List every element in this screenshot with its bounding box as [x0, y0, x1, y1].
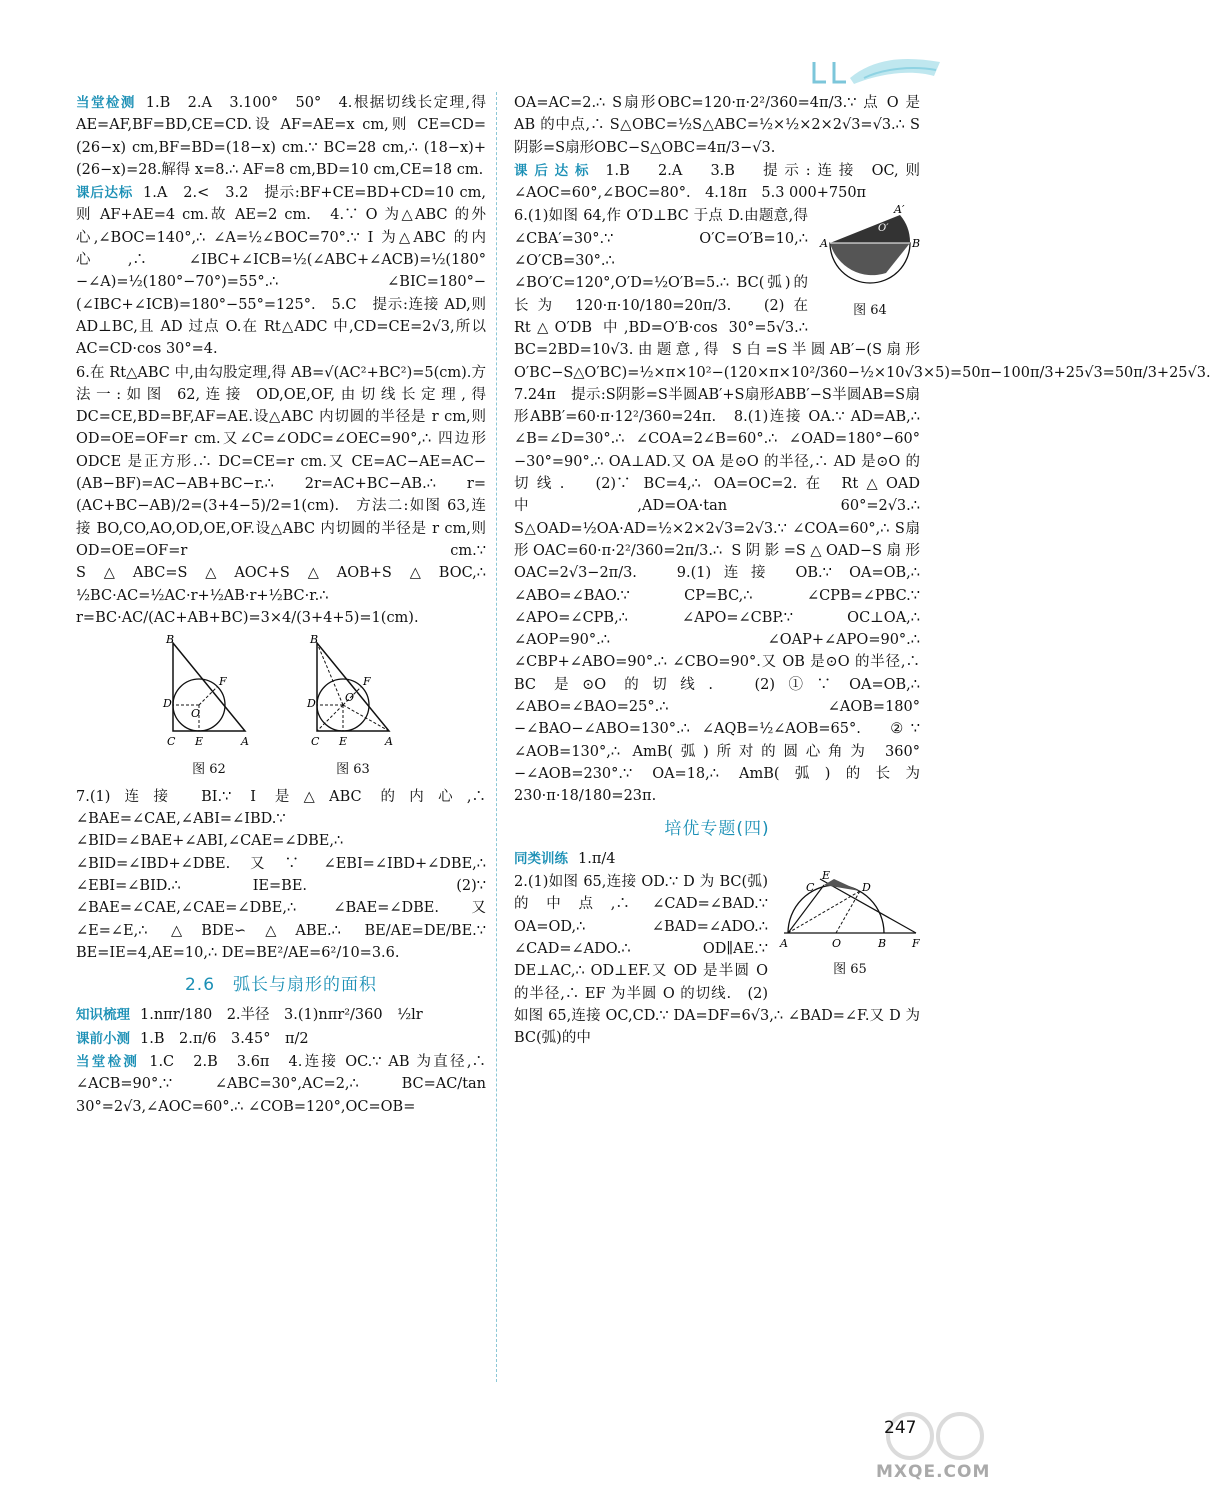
paragraph-1 — [76, 92, 486, 181]
svg-text:B: B — [912, 237, 921, 251]
section-label: 课后达标 — [514, 162, 596, 179]
paragraph-r4: 2.(1)如图 65,连接 OD.∵ D 为 BC(弧)的中点,∴ ∠CAD=∠BAD.∵ OA=OD,∴ ∠BAD=∠ADO.∴ ∠CAD=∠ADO.∴ OD∥AE.∵ DE⊥AC,∴ OD⊥EF.又 OD 是半圆 O 的半径,∴ EF 为半圆 O 的切线. (2)如图 65,连接 OC,CD.∵ DA=DF=6√3,∴ ∠BAD=∠F.又 D 为 BC(弧)的中 — [514, 874, 920, 1047]
figure-65-caption: 图 65 — [833, 962, 867, 978]
figure-64-diagram — [820, 205, 920, 291]
figure-63-caption: 图 63 — [336, 762, 370, 778]
svg-text:C: C — [167, 735, 176, 749]
answer-text: 1.nπr/180 2.半径 3.(1)nπr²/360 ½lr — [140, 1007, 423, 1024]
section-label: 知识梳理 — [76, 1007, 130, 1024]
svg-text:C: C — [806, 881, 815, 895]
section-label: 课前小测 — [76, 1030, 130, 1047]
left-column — [76, 92, 486, 1119]
answer-text: 1.A 2.< 3.2 提示:BF+CE=BD+CD=10 cm,则 AF+AE=4 cm.故 AE=2 cm. 4.∵ O 为△ABC 的外心,∠BOC=140°,∴ ∠A=½∠BOC=70°.∵ I 为△ABC 的内心,∴ ∠IBC+∠ICB=½(∠ABC+∠ACB)=½(180°−∠A)=½(180°−70°)=55°.∴ ∠BIC=180°−(∠IBC+∠ICB)=180°−55°=125°. 5.C 提示:连接 AD,则 AD⊥BC,且 AD 过点 O.在 Rt△ADC 中,CD=CE=2√3,所以 AC=CD·cos 30°=4. — [76, 185, 486, 358]
svg-text:F: F — [219, 675, 227, 689]
figure-64 — [820, 205, 920, 322]
header-decoration — [804, 48, 944, 94]
svg-text:C: C — [311, 735, 320, 749]
svg-text:D: D — [307, 697, 316, 711]
paragraph-3: 6.在 Rt△ABC 中,由勾股定理,得 AB=√(AC²+BC²)=5(cm).方法一:如图 62,连接 OD,OE,OF,由切线长定理,得 DC=CE,BD=BF,AF=AE.设△ABC 内切圆的半径是 r cm,则 OD=OE=OF=r cm.又∠C=∠ODC=∠OEC=90°,∴ 四边形 ODCE 是正方形.∴ DC=CE=r cm.又 CE=AC−AE=AC−(AB−BF)=AC−AB+BC−r.∴ 2r=AC+BC−AB.∴ r=(AC+BC−AB)/2=(3+4−5)/2=1(cm). 方法二:如图 63,连接 BO,CO,AO,OD,OE,OF.设△ABC 内切圆的半径是 r cm,则 OD=OE=OF=r cm.∵ S△ABC=S△AOC+S△AOB+S△BOC,∴ ½BC·AC=½AC·r+½AB·r+½BC·r.∴ r=BC·AC/(AC+AB+BC)=3×4/(3+4+5)=1(cm). — [76, 364, 486, 626]
svg-text:O: O — [832, 937, 842, 951]
svg-text:E: E — [195, 735, 204, 749]
section-label: 当堂检测 — [76, 95, 136, 111]
svg-text:F: F — [912, 937, 920, 951]
figure-62-caption: 图 62 — [192, 762, 226, 778]
page-number: 247 — [884, 1418, 917, 1438]
svg-text:F: F — [363, 675, 371, 689]
watermark-text: MXQE.COM — [876, 1462, 991, 1482]
figure-62 — [163, 635, 255, 782]
figure-63 — [307, 635, 399, 782]
figure-65 — [780, 871, 920, 982]
section-title: 2.6 弧长与扇形的面积 — [184, 975, 378, 996]
in-class-test — [76, 1051, 486, 1118]
figure-64-caption: 图 64 — [853, 302, 887, 318]
svg-text:D: D — [163, 697, 172, 711]
answer-text: 1.C 2.B 3.6π 4.连接 OC.∵ AB 为直径,∴ ∠ACB=90°.∵ ∠ABC=30°,AC=2,∴ BC=AC/tan 30°=2√3,∠AOC=60°.∴ ∠COB=120°,OC=OB= — [76, 1053, 486, 1115]
figure-65-diagram — [780, 871, 920, 951]
svg-text:A: A — [241, 735, 249, 749]
similar-training — [514, 848, 920, 870]
figure-62-diagram — [163, 635, 255, 751]
svg-text:E: E — [822, 869, 831, 883]
paragraph-4: 7.(1)连接 BI.∵ I 是△ABC 的内心,∴ ∠BAE=∠CAE,∠ABI=∠IBD.∵ ∠BID=∠BAE+∠ABI,∠CAE=∠DBE,∴ ∠BID=∠IBD+∠DBE.又∵ ∠EBI=∠IBD+∠DBE,∴ ∠EBI=∠BID.∴ IE=BE. (2)∵ ∠BAE=∠CAE,∠CAE=∠DBE,∴ ∠BAE=∠DBE.又∠E=∠E,∴ △BDE∽△ABE.∴ BE/AE=DE/BE.∵ BE=IE=4,AE=10,∴ DE=BE²/AE=6²/10=3.6. — [76, 788, 486, 961]
svg-text:A: A — [780, 937, 788, 951]
answer-text: 1.B 2.A 3.100° 50° 4.根据切线长定理,得 AE=AF,BF=BD,CE=CD.设 AF=AE=x cm,则 CE=CD=(26−x) cm,BF=BD=(18−x) cm.∵ BC=28 cm,∴ (18−x)+(26−x)=28.解得 x=8.∴ AF=8 cm,BD=10 cm,CE=18 cm. — [76, 95, 487, 178]
column-divider — [496, 92, 497, 1382]
knowledge-summary — [76, 1004, 486, 1026]
paragraph-2 — [76, 182, 486, 360]
paragraph-r3: 6.(1)如图 64,作 O′D⊥BC 于点 D.由题意,得∠CBA′=30°.∵ O′C=O′B=10,∴ ∠O′CB=30°.∴ ∠BO′C=120°,O′D=½O′B=5.∴ BC(弧)的长为 120·π·10/180=20π/3. (2)在 Rt△O′DB 中,BD=O′B·cos 30°=5√3.∴ BC=2BD=10√3.由题意,得 S白=S半圆AB′−(S扇形O′BC−S△O′BC)=½×π×10²−(120×π×10²/360−½×10√3×5)=50π−100π/3+25√3=50π/3+25√3. 7.24π 提示:S阴影=S半圆AB′+S扇形ABB′−S半圆AB=S扇形ABB′=60·π·12²/360=24π. 8.(1)连接 OA.∵ AD=AB,∴ ∠B=∠D=30°.∴ ∠COA=2∠B=60°.∴ ∠OAD=180°−60°−30°=90°.∴ OA⊥AD.又 OA 是⊙O 的半径,∴ AD 是⊙O 的切线. (2)∵ BC=4,∴ OA=OC=2.在 Rt△OAD 中,AD=OA·tan 60°=2√3.∴ S△OAD=½OA·AD=½×2×2√3=2√3.∵ ∠COA=60°,∴ S扇形OAC=60·π·2²/360=2π/3.∴ S阴影=S△OAD−S扇形OAC=2√3−2π/3. 9.(1)连接 OB.∵ OA=OB,∴ ∠ABO=∠BAO.∵ CP=BC,∴ ∠CPB=∠PBC.∵ ∠APO=∠CPB,∴ ∠APO=∠CBP.∵ OC⊥OA,∴ ∠AOP=90°.∴ ∠OAP+∠APO=90°.∴ ∠CBP+∠ABO=90°.∴ ∠CBO=90°.又 OB 是⊙O 的半径,∴ BC 是⊙O 的切线. (2)①∵ OA=OB,∴ ∠ABO=∠BAO=25°.∴ ∠AOB=180°−∠BAO−∠ABO=130°.∴ ∠AQB=½∠AOB=65°. ②∵ ∠AOB=130°,∴ AmB(弧)所对的圆心角为 360°−∠AOB=230°.∵ OA=18,∴ AmB(弧)的长为 230·π·18/180=23π. — [514, 208, 1211, 805]
svg-text:D: D — [862, 881, 871, 895]
answer-text: 1.B 2.π/6 3.45° π/2 — [140, 1030, 309, 1047]
paragraph-r2 — [514, 160, 920, 205]
svg-text:A: A — [820, 237, 828, 251]
svg-text:E: E — [339, 735, 348, 749]
right-column — [514, 92, 1211, 1050]
svg-text:B: B — [310, 633, 319, 647]
figure-row-62-63 — [76, 635, 486, 782]
svg-text:O: O — [191, 707, 201, 721]
svg-text:B: B — [166, 633, 175, 647]
section-label: 课后达标 — [76, 185, 133, 202]
figure-63-diagram — [307, 635, 399, 751]
pre-class-quiz — [76, 1028, 486, 1050]
answer-text: 1.π/4 — [578, 850, 616, 867]
svg-text:B: B — [878, 937, 887, 951]
svg-text:O: O — [345, 691, 355, 705]
svg-text:A: A — [385, 735, 393, 749]
section-label: 同类训练 — [514, 850, 568, 867]
svg-text:O′: O′ — [878, 223, 889, 235]
paragraph-r1: OA=AC=2.∴ S扇形OBC=120·π·2²/360=4π/3.∵ 点 O 是 AB 的中点,∴ S△OBC=½S△ABC=½×½×2×2√3=√3.∴ S阴影=S扇形OBC−S△OBC=4π/3−√3. — [514, 95, 920, 156]
svg-text:A′: A′ — [894, 203, 905, 217]
section-label: 当堂检测 — [76, 1053, 140, 1070]
section-title: 培优专题(四) — [664, 818, 770, 839]
answer-text: 1.B 2.A 3.B 提示:连接 OC,则∠AOC=60°,∠BOC=80°. 4.18π 5.3 000+750π — [514, 162, 920, 202]
